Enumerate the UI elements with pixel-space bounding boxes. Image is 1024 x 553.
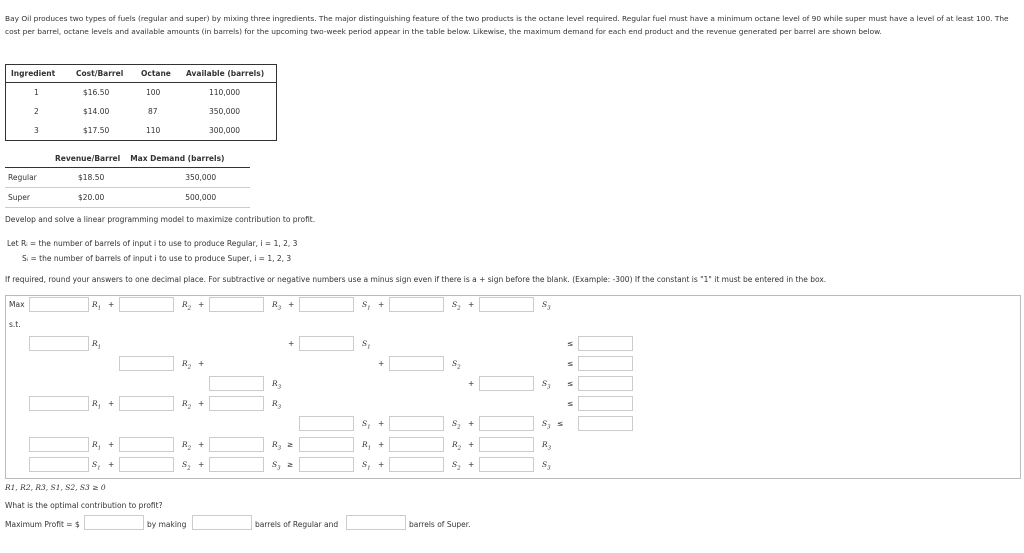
var-r1: $R_1$ xyxy=(92,399,102,411)
var-r2: $R_2$ xyxy=(182,359,192,371)
cell: 110,000 xyxy=(209,88,241,97)
cell: 350,000 xyxy=(209,107,241,116)
var-s2: $S_2$ xyxy=(452,419,461,431)
var-s2: $S_2$ xyxy=(182,460,191,472)
plus-sign: + xyxy=(468,440,475,449)
var-s3: $S_3$ xyxy=(542,460,551,472)
c4-rhs[interactable] xyxy=(578,396,633,411)
col-revenue: Revenue/Barrel xyxy=(50,150,125,168)
var-r1: $R_1$ xyxy=(92,339,102,351)
plus-sign: + xyxy=(288,339,295,348)
var-r1: $R_1$ xyxy=(92,440,102,452)
table-header-row xyxy=(5,150,250,168)
table-row xyxy=(6,102,277,121)
var-s3: $S_3$ xyxy=(542,300,551,312)
st-label: s.t. xyxy=(9,320,21,329)
cell: Super xyxy=(5,188,50,208)
var-s1: $S_1$ xyxy=(92,460,101,472)
col-ingredient: Ingredient xyxy=(6,65,72,83)
cell: 87 xyxy=(148,107,158,116)
cell: 100 xyxy=(146,88,161,97)
plus-sign: + xyxy=(378,460,385,469)
c3-coef-s3[interactable] xyxy=(479,376,534,391)
problem-intro: Bay Oil produces two types of fuels (regular and super) by mixing three ingredients. The major distinguishing feature of the two products is the octane level required. Regular fuel must have a minimum octane level of 90 while super must have a level of at least 100. The cost per barrel, octane levels and available amounts (in barrels) for the upcoming two-week period appear in the table below. Likewise, the maximum demand for each end product and the revenue generated per barrel are shown below. xyxy=(5,14,1009,36)
plus-sign: + xyxy=(378,440,385,449)
c7-rhs-coef-s1[interactable] xyxy=(299,457,354,472)
plus-sign: + xyxy=(198,399,205,408)
c2-rhs[interactable] xyxy=(578,356,633,371)
var-r2: $R_2$ xyxy=(182,440,192,452)
regular-label: barrels of Regular and xyxy=(255,520,339,529)
plus-sign: + xyxy=(288,300,295,309)
super-label: barrels of Super. xyxy=(409,520,471,529)
var-s1: $S_1$ xyxy=(362,339,371,351)
var-s3: $S_3$ xyxy=(272,460,281,472)
table-row xyxy=(5,168,250,188)
var-r3: $R_3$ xyxy=(272,379,282,391)
rounding-instructions: If required, round your answers to one decimal place. For subtractive or negative numbers use a minus sign even if there is a + sign before the blank. (Example: -300) If the constant is "1" it must be entered in the box. xyxy=(5,275,827,284)
c5-coef-s1[interactable] xyxy=(299,416,354,431)
c5-coef-s2[interactable] xyxy=(389,416,444,431)
c6-coef-r2[interactable] xyxy=(119,437,174,452)
cell: 2 xyxy=(34,107,39,116)
cell: $20.00 xyxy=(50,188,125,208)
var-s1: $S_1$ xyxy=(362,300,371,312)
c7-rhs-coef-s2[interactable] xyxy=(389,457,444,472)
leq-sign: ≤ xyxy=(567,379,574,388)
obj-coef-s1[interactable] xyxy=(299,297,354,312)
col-available: Available (barrels) xyxy=(181,65,277,83)
var-r3: $R_3$ xyxy=(542,440,552,452)
var-s1: $S_1$ xyxy=(362,460,371,472)
c5-rhs[interactable] xyxy=(578,416,633,431)
cell: 300,000 xyxy=(209,126,241,135)
plus-sign: + xyxy=(198,359,205,368)
c4-coef-r1[interactable] xyxy=(29,396,89,411)
variable-def-r: Let Rᵢ = the number of barrels of input i to use to produce Regular, i = 1, 2, 3 xyxy=(7,239,298,248)
cell: $18.50 xyxy=(50,168,125,188)
cell: Regular xyxy=(5,168,50,188)
plus-sign: + xyxy=(468,300,475,309)
leq-sign: ≤ xyxy=(567,359,574,368)
var-s2: $S_2$ xyxy=(452,300,461,312)
cell: 110 xyxy=(146,126,161,135)
var-r2: $R_2$ xyxy=(452,440,462,452)
geq-sign: ≥ xyxy=(287,440,294,449)
c3-coef-r3[interactable] xyxy=(209,376,264,391)
instruction-develop: Develop and solve a linear programming model to maximize contribution to profit. xyxy=(5,215,316,224)
products-table xyxy=(5,150,250,208)
obj-coef-r3[interactable] xyxy=(209,297,264,312)
plus-sign: + xyxy=(108,300,115,309)
by-making-label: by making xyxy=(147,520,187,529)
plus-sign: + xyxy=(198,300,205,309)
table-row xyxy=(6,83,277,103)
col-blank xyxy=(5,150,50,168)
col-max-demand: Max Demand (barrels) xyxy=(125,150,250,168)
c6-coef-r1[interactable] xyxy=(29,437,89,452)
cell: $14.00 xyxy=(83,107,110,116)
max-profit-input[interactable] xyxy=(84,515,144,530)
max-label: Max xyxy=(9,300,25,309)
cell: $16.50 xyxy=(83,88,110,97)
variable-def-s: Sᵢ = the number of barrels of input i to use to produce Super, i = 1, 2, 3 xyxy=(22,254,292,263)
max-profit-label: Maximum Profit = $ xyxy=(5,520,80,529)
c7-coef-s3[interactable] xyxy=(209,457,264,472)
plus-sign: + xyxy=(468,460,475,469)
regular-barrels-input[interactable] xyxy=(192,515,252,530)
col-octane: Octane xyxy=(136,65,181,83)
var-s2: $S_2$ xyxy=(452,359,461,371)
var-r2: $R_2$ xyxy=(182,300,192,312)
c3-rhs[interactable] xyxy=(578,376,633,391)
c1-coef-s1[interactable] xyxy=(299,336,354,351)
var-s1: $S_1$ xyxy=(362,419,371,431)
c7-coef-s2[interactable] xyxy=(119,457,174,472)
var-s3: $S_3$ xyxy=(542,379,551,391)
cell: 500,000 xyxy=(125,188,250,208)
plus-sign: + xyxy=(378,359,385,368)
plus-sign: + xyxy=(108,440,115,449)
obj-coef-s3[interactable] xyxy=(479,297,534,312)
plus-sign: + xyxy=(468,419,475,428)
c6-rhs-coef-r1[interactable] xyxy=(299,437,354,452)
var-r3: $R_3$ xyxy=(272,440,282,452)
var-r2: $R_2$ xyxy=(182,399,192,411)
ingredients-table xyxy=(5,64,277,141)
plus-sign: + xyxy=(198,460,205,469)
c2-coef-s2[interactable] xyxy=(389,356,444,371)
var-s3: $S_3$ xyxy=(542,419,551,431)
table-row xyxy=(5,188,250,208)
question-text: What is the optimal contribution to profit? xyxy=(5,501,163,510)
plus-sign: + xyxy=(108,399,115,408)
plus-sign: + xyxy=(108,460,115,469)
leq-sign: ≤ xyxy=(567,399,574,408)
c4-coef-r2[interactable] xyxy=(119,396,174,411)
c4-coef-r3[interactable] xyxy=(209,396,264,411)
plus-sign: + xyxy=(378,300,385,309)
table-header-row xyxy=(6,65,277,83)
var-r3: $R_3$ xyxy=(272,399,282,411)
geq-sign: ≥ xyxy=(287,460,294,469)
c7-rhs-coef-s3[interactable] xyxy=(479,457,534,472)
col-cost: Cost/Barrel xyxy=(71,65,136,83)
plus-sign: + xyxy=(468,379,475,388)
obj-coef-r2[interactable] xyxy=(119,297,174,312)
plus-sign: + xyxy=(378,419,385,428)
c2-coef-r2[interactable] xyxy=(119,356,174,371)
var-r3: $R_3$ xyxy=(272,300,282,312)
leq-sign: ≤ xyxy=(557,419,564,428)
c1-rhs[interactable] xyxy=(578,336,633,351)
plus-sign: + xyxy=(198,440,205,449)
nonnegativity: R1, R2, R3, S1, S2, S3 ≥ 0 xyxy=(5,483,106,492)
var-s2: $S_2$ xyxy=(452,460,461,472)
c6-rhs-coef-r2[interactable] xyxy=(389,437,444,452)
table-row xyxy=(6,121,277,141)
obj-coef-s2[interactable] xyxy=(389,297,444,312)
var-r1: $R_1$ xyxy=(92,300,102,312)
c7-coef-s1[interactable] xyxy=(29,457,89,472)
super-barrels-input[interactable] xyxy=(346,515,406,530)
obj-coef-r1[interactable] xyxy=(29,297,89,312)
c5-coef-s3[interactable] xyxy=(479,416,534,431)
cell: $17.50 xyxy=(83,126,110,135)
cell: 3 xyxy=(34,126,39,135)
c1-coef-r1[interactable] xyxy=(29,336,89,351)
cell: 1 xyxy=(34,88,39,97)
var-r1: $R_1$ xyxy=(362,440,372,452)
c6-rhs-coef-r3[interactable] xyxy=(479,437,534,452)
c6-coef-r3[interactable] xyxy=(209,437,264,452)
leq-sign: ≤ xyxy=(567,339,574,348)
cell: 350,000 xyxy=(125,168,250,188)
